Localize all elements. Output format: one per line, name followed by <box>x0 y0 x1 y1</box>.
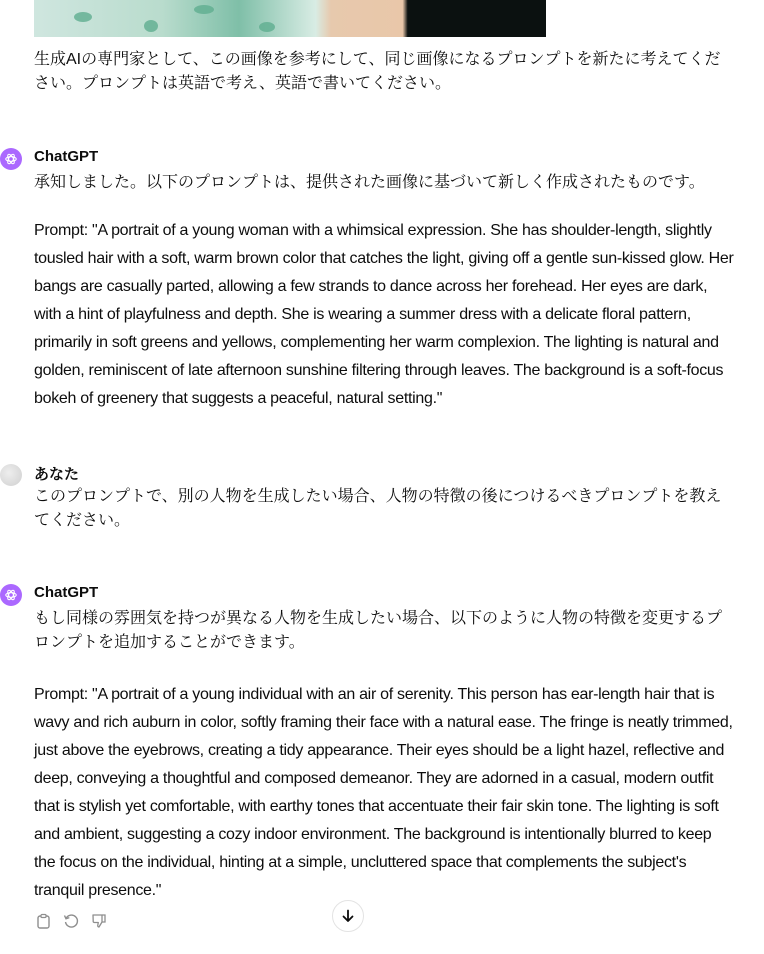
user-message-text: 生成AIの専門家として、この画像を参考にして、同じ画像になるプロンプトを新たに考えてください。プロンプトは英語で考え、英語で書いてください。 <box>34 51 721 92</box>
openai-logo-icon <box>4 152 18 166</box>
assistant-prompt-text: Prompt: "A portrait of a young individual with an air of serenity. This person has ear-length hair that is wavy and rich auburn in color, softly framing their face with a natural ease. The fringe is neatly trimmed, just above the eyebrows, creating a tidy appearance. Their eyes should be a light hazel, reflective and deep, conveying a thoughtful and composed demeanor. They are adorned in a casual, modern outfit that is stylish yet comfortable, with earthy tones that accentuate their fair skin tone. The lighting is soft and ambient, suggesting a cozy indoor environment. The background is intentionally blurred to keep the focus on the individual, hinting at a simple, uncluttered space that complements the subject's tranquil presence." <box>34 686 733 899</box>
author-name: あなた <box>34 466 80 483</box>
thumbs-down-icon <box>91 913 107 929</box>
scroll-to-bottom-button[interactable] <box>332 900 364 932</box>
user-message-header <box>0 464 22 486</box>
author-name: ChatGPT <box>34 148 99 165</box>
user-message-text: このプロンプトで、別の人物を生成したい場合、人物の特徴の後につけるべきプロンプトを教えてください。 <box>34 488 722 529</box>
arrow-down-icon <box>341 909 355 923</box>
openai-logo-icon <box>4 588 18 602</box>
chatgpt-avatar <box>0 584 22 606</box>
dislike-button[interactable] <box>90 912 108 930</box>
image-detail <box>74 12 92 22</box>
assistant-intro-text: もし同様の雰囲気を持つが異なる人物を生成したい場合、以下のように人物の特徴を変更するプロンプトを追加することができます。 <box>34 610 723 651</box>
image-detail <box>144 20 158 32</box>
assistant-message-header <box>0 584 22 606</box>
regenerate-button[interactable] <box>62 912 80 930</box>
copy-button[interactable] <box>34 912 52 930</box>
assistant-message-header <box>0 148 22 170</box>
user-avatar <box>0 464 22 486</box>
message-actions <box>34 912 108 930</box>
clipboard-icon <box>36 913 51 929</box>
assistant-intro-text: 承知しました。以下のプロンプトは、提供された画像に基づいて新しく作成されたものです。 <box>34 174 705 191</box>
image-detail <box>259 22 275 32</box>
regenerate-icon <box>63 913 79 929</box>
assistant-prompt-text: Prompt: "A portrait of a young woman with a whimsical expression. She has shoulder-length, slightly tousled hair with a soft, warm brown color that catches the light, giving off a gentle sun-kissed glow. Her bangs are casually parted, allowing a few strands to dance across her forehead. Her eyes are dark, with a hint of playfulness and depth. She is wearing a summer dress with a delicate floral pattern, primarily in soft greens and yellows, complementing her warm complexion. The lighting is natural and golden, reminiscent of late afternoon sunshine filtering through leaves. The background is a soft-focus bokeh of greenery that suggests a peaceful, natural setting." <box>34 222 734 407</box>
chatgpt-avatar <box>0 148 22 170</box>
image-detail <box>194 5 214 14</box>
uploaded-image-preview[interactable] <box>34 0 546 37</box>
author-name: ChatGPT <box>34 584 99 601</box>
